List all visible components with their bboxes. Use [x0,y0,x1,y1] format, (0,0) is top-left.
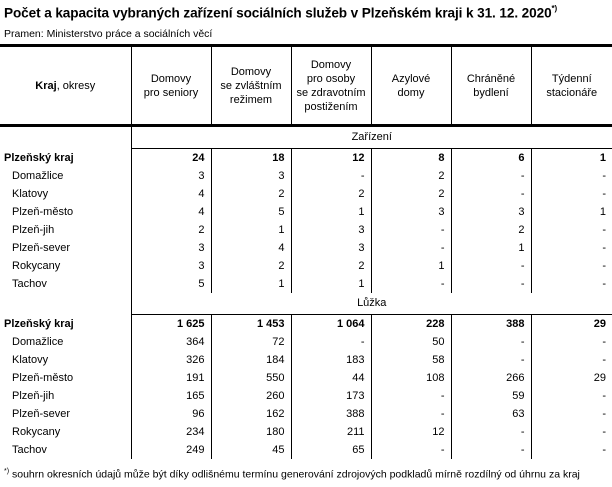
cell-value: 3 [371,203,451,221]
cell-value: - [531,333,612,351]
cell-value: 12 [291,149,371,168]
district-name: Plzeň-jih [12,390,55,402]
header-domovy-pro-seniory: Domovy pro seniory [131,46,211,126]
cell-value: 211 [291,423,371,441]
statistics-table [0,44,612,459]
cell-value: 2 [451,221,531,239]
header-chranene-bydleni: Chráněné bydlení [451,46,531,126]
footnote-mark: *) [4,468,10,475]
district-name: Klatovy [12,354,49,366]
table-row [0,351,612,369]
cell-value: 1 [451,239,531,257]
cell-value: 3 [211,167,291,185]
cell-value: 72 [211,333,291,351]
header-region: Kraj, okresy [0,46,131,126]
header-tydenni-stacionare: Týdenní stacionáře [531,46,612,126]
district-name: Tachov [12,278,47,290]
section-header-row [0,126,612,149]
district-name: Plzeň-sever [12,408,71,420]
header-azylove-domy: Azylové domy [371,46,451,126]
source-note: Pramen: Ministerstvo práce a sociálních věcí [4,28,213,40]
cell-value: 1 [531,203,612,221]
cell-value: 4 [131,185,211,203]
cell-value: 108 [371,369,451,387]
table-row [0,333,612,351]
table-row [0,369,612,387]
cell-value: 24 [131,149,211,168]
cell-value: 44 [291,369,371,387]
cell-value: 183 [291,351,371,369]
cell-value: - [531,351,612,369]
cell-value: - [371,387,451,405]
cell-value: - [291,167,371,185]
section-label: Zařízení [131,126,612,149]
cell-value: 8 [371,149,451,168]
cell-value: 3 [451,203,531,221]
cell-value: 2 [371,185,451,203]
cell-value: 1 [211,275,291,293]
cell-value: 184 [211,351,291,369]
cell-value: 1 [291,275,371,293]
cell-value: 3 [131,167,211,185]
cell-value: 59 [451,387,531,405]
cell-value: 1 453 [211,315,291,334]
cell-value: - [371,275,451,293]
total-row [0,149,612,168]
cell-value: 388 [451,315,531,334]
district-name: Plzeň-sever [12,242,71,254]
cell-value: 29 [531,369,612,387]
cell-value: 4 [131,203,211,221]
cell-value: 65 [291,441,371,459]
footnote: *) souhrn okresních údajů může být díky odlišnému termínu generování zdrojových podkladů mírně rozdílný od úhrnu za kraj [4,468,580,481]
cell-value: - [531,257,612,275]
cell-value: - [451,351,531,369]
cell-value: - [531,275,612,293]
cell-value: 2 [211,257,291,275]
cell-value: - [531,441,612,459]
cell-value: 2 [131,221,211,239]
section-header-row [0,293,612,315]
section-spacer [0,293,131,315]
district-name: Domažlice [12,170,64,182]
cell-value: 1 [371,257,451,275]
cell-value: - [371,441,451,459]
cell-value: 234 [131,423,211,441]
header-domovy-zdravotni-postizeni: Domovy pro osoby se zdravotním postižením [291,46,371,126]
cell-value: - [531,221,612,239]
cell-value: 1 [211,221,291,239]
cell-value: 165 [131,387,211,405]
cell-value: 388 [291,405,371,423]
table-row [0,167,612,185]
cell-value: - [451,441,531,459]
cell-value: - [451,333,531,351]
cell-value: - [531,185,612,203]
cell-value: 1 064 [291,315,371,334]
section-label: Lůžka [131,293,612,315]
district-name: Plzeň-město [12,206,74,218]
cell-value: 4 [211,239,291,257]
cell-value: - [531,239,612,257]
title-footnote-mark: *) [551,4,558,13]
cell-value: 2 [291,257,371,275]
cell-value: 228 [371,315,451,334]
table-row [0,387,612,405]
cell-value: 1 625 [131,315,211,334]
cell-value: 18 [211,149,291,168]
total-row [0,315,612,334]
region-name: Plzeňský kraj [4,317,74,330]
cell-value: 3 [291,239,371,257]
table-row [0,203,612,221]
cell-value: 326 [131,351,211,369]
cell-value: 2 [291,185,371,203]
cell-value: 550 [211,369,291,387]
table-row [0,441,612,459]
district-name: Rokycany [12,426,61,438]
table-row [0,221,612,239]
table-row [0,239,612,257]
cell-value: 1 [291,203,371,221]
cell-value: 3 [131,257,211,275]
cell-value: - [371,221,451,239]
cell-value: 29 [531,315,612,334]
cell-value: - [451,423,531,441]
table-title: Počet a kapacita vybraných zařízení sociálních služeb v Plzeňském kraji k 31. 12. 2020*) [4,4,558,21]
cell-value: - [531,167,612,185]
cell-value: 2 [371,167,451,185]
cell-value: 2 [211,185,291,203]
cell-value: 5 [211,203,291,221]
cell-value: - [451,167,531,185]
cell-value: 5 [131,275,211,293]
cell-value: - [531,423,612,441]
table-row [0,257,612,275]
cell-value: - [451,275,531,293]
district-name: Klatovy [12,188,49,200]
cell-value: - [531,387,612,405]
cell-value: 180 [211,423,291,441]
table-row [0,423,612,441]
cell-value: 364 [131,333,211,351]
cell-value: 266 [451,369,531,387]
district-name: Rokycany [12,260,61,272]
cell-value: 260 [211,387,291,405]
region-name: Plzeňský kraj [4,151,74,164]
cell-value: - [371,405,451,423]
district-name: Tachov [12,444,47,456]
cell-value: 249 [131,441,211,459]
header-row [0,46,612,126]
table-row [0,185,612,203]
cell-value: 63 [451,405,531,423]
cell-value: - [451,257,531,275]
cell-value: 6 [451,149,531,168]
cell-value: 3 [131,239,211,257]
cell-value: - [291,333,371,351]
header-domovy-zvlastni-rezim: Domovy se zvláštním režimem [211,46,291,126]
section-spacer [0,126,131,149]
cell-value: 1 [531,149,612,168]
cell-value: 45 [211,441,291,459]
table-row [0,275,612,293]
table-row [0,405,612,423]
district-name: Plzeň-jih [12,224,55,236]
cell-value: 191 [131,369,211,387]
cell-value: 173 [291,387,371,405]
district-name: Plzeň-město [12,372,74,384]
cell-value: 50 [371,333,451,351]
cell-value: 3 [291,221,371,239]
cell-value: - [371,239,451,257]
cell-value: - [451,185,531,203]
cell-value: 162 [211,405,291,423]
district-name: Domažlice [12,336,64,348]
cell-value: 96 [131,405,211,423]
cell-value: 58 [371,351,451,369]
cell-value: - [531,405,612,423]
cell-value: 12 [371,423,451,441]
